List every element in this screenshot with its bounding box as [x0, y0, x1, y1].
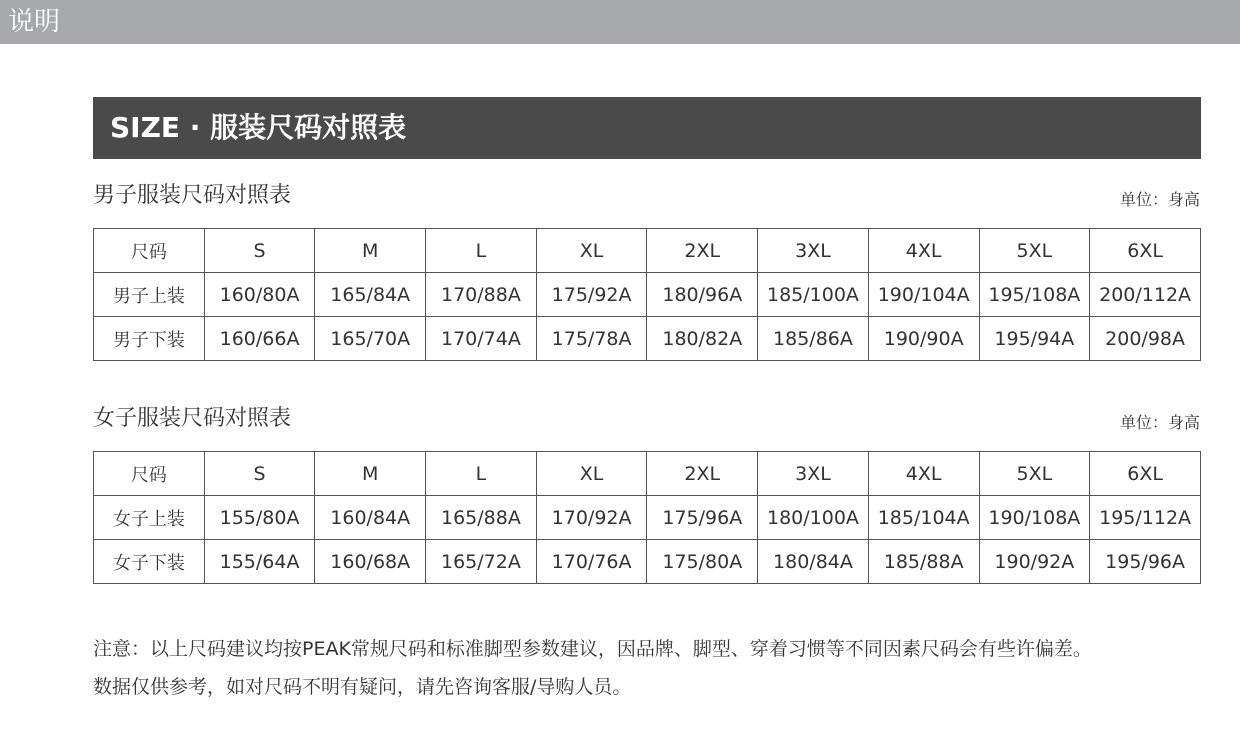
women-table-cell: XL [536, 452, 647, 496]
men-table-cell: 165/84A [315, 273, 426, 317]
top-bar [0, 0, 1240, 44]
women-section-title: 女子服装尺码对照表 [93, 406, 292, 431]
men-table-cell: 6XL [1090, 229, 1201, 273]
men-table-cell: 160/80A [204, 273, 315, 317]
women-table-cell: 195/96A [1090, 540, 1201, 584]
women-table-cell: 190/92A [979, 540, 1090, 584]
women-table-cell: S [204, 452, 315, 496]
men-table-cell: S [204, 229, 315, 273]
men-table-cell: 180/96A [647, 273, 758, 317]
men-table-row [94, 317, 1201, 361]
women-table-body [94, 452, 1201, 584]
men-table-row [94, 229, 1201, 273]
women-table-cell: 180/100A [758, 496, 869, 540]
men-table-body [94, 229, 1201, 361]
banner-title: SIZE · 服装尺码对照表 [110, 111, 407, 144]
men-table-cell: 200/98A [1090, 317, 1201, 361]
men-table-cell: 3XL [758, 229, 869, 273]
women-table-cell: 175/80A [647, 540, 758, 584]
women-table-cell: 180/84A [758, 540, 869, 584]
top-bar-label: 说明 [8, 7, 61, 37]
women-table-cell: 170/76A [536, 540, 647, 584]
women-table-cell: 195/112A [1090, 496, 1201, 540]
men-table-cell: 170/74A [426, 317, 537, 361]
women-unit-label: 单位：身高 [1119, 413, 1200, 432]
women-table-row [94, 496, 1201, 540]
men-unit-label: 单位：身高 [1119, 190, 1200, 209]
men-table-cell: XL [536, 229, 647, 273]
men-table-cell: 185/86A [758, 317, 869, 361]
women-table-cell: 160/84A [315, 496, 426, 540]
men-table-cell: 185/100A [758, 273, 869, 317]
men-table-cell: 180/82A [647, 317, 758, 361]
men-table-cell: M [315, 229, 426, 273]
men-table-row [94, 273, 1201, 317]
women-table-cell: L [426, 452, 537, 496]
women-table-cell: 2XL [647, 452, 758, 496]
men-section-title: 男子服装尺码对照表 [93, 183, 292, 208]
women-row-header: 女子下装 [94, 540, 205, 584]
men-size-table [93, 228, 1201, 361]
men-table-cell: 160/66A [204, 317, 315, 361]
men-table-cell: 175/78A [536, 317, 647, 361]
men-table-cell: 190/104A [868, 273, 979, 317]
men-table-cell: 165/70A [315, 317, 426, 361]
women-row-header: 女子上装 [94, 496, 205, 540]
men-table-cell: 200/112A [1090, 273, 1201, 317]
men-table-cell: 190/90A [868, 317, 979, 361]
women-table-cell: 165/72A [426, 540, 537, 584]
size-banner [93, 97, 1201, 159]
men-row-header: 男子下装 [94, 317, 205, 361]
women-table-cell: 170/92A [536, 496, 647, 540]
men-table-cell: 2XL [647, 229, 758, 273]
women-table-cell: 175/96A [647, 496, 758, 540]
women-table-cell: 185/104A [868, 496, 979, 540]
women-table-row [94, 540, 1201, 584]
women-table-cell: 155/64A [204, 540, 315, 584]
women-table-cell: 185/88A [868, 540, 979, 584]
women-size-table [93, 451, 1201, 584]
men-table-cell: 4XL [868, 229, 979, 273]
men-row-header: 男子上装 [94, 273, 205, 317]
men-table-cell: 175/92A [536, 273, 647, 317]
women-table-cell: 5XL [979, 452, 1090, 496]
women-row-header: 尺码 [94, 452, 205, 496]
women-table-cell: 160/68A [315, 540, 426, 584]
men-table-cell: 195/94A [979, 317, 1090, 361]
men-table-cell: 170/88A [426, 273, 537, 317]
men-table-cell: 5XL [979, 229, 1090, 273]
men-table-cell: 195/108A [979, 273, 1090, 317]
men-table-cell: L [426, 229, 537, 273]
women-table-row [94, 452, 1201, 496]
women-table-cell: 165/88A [426, 496, 537, 540]
women-table-cell: 4XL [868, 452, 979, 496]
note-line-1: 注意：以上尺码建议均按PEAK常规尺码和标准脚型参数建议，因品牌、脚型、穿着习惯等不同因素尺码会有些许偏差。 [93, 638, 1092, 660]
note-line-2: 数据仅供参考，如对尺码不明有疑问，请先咨询客服/导购人员。 [93, 676, 632, 698]
women-table-cell: M [315, 452, 426, 496]
men-row-header: 尺码 [94, 229, 205, 273]
women-table-cell: 190/108A [979, 496, 1090, 540]
women-table-cell: 6XL [1090, 452, 1201, 496]
women-table-cell: 3XL [758, 452, 869, 496]
women-table-cell: 155/80A [204, 496, 315, 540]
